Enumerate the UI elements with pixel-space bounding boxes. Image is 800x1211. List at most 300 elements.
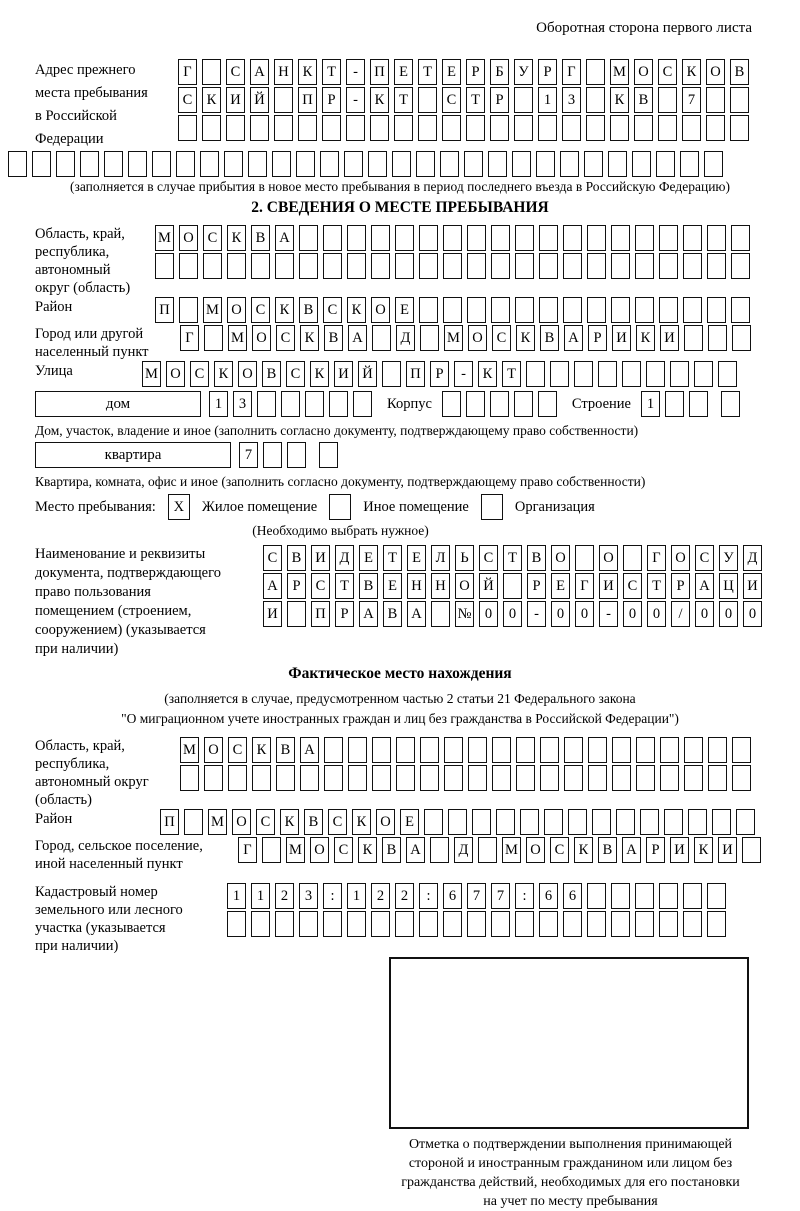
char-cell: Й xyxy=(250,87,269,113)
char-cell xyxy=(281,391,300,417)
char-cell xyxy=(704,151,723,177)
char-cell xyxy=(587,911,606,937)
char-cell: С xyxy=(323,297,342,323)
char-cell: 6 xyxy=(443,883,462,909)
char-cell: Н xyxy=(274,59,293,85)
char-cell: Т xyxy=(503,545,522,571)
document-row-2 xyxy=(263,573,767,599)
stroenie-cells xyxy=(641,391,713,417)
actual-district-label: Район xyxy=(35,811,73,827)
char-cell: В xyxy=(324,325,343,351)
char-cell xyxy=(684,765,703,791)
char-cell xyxy=(611,225,630,251)
city-label: Город или другой населенный пункт xyxy=(35,326,149,360)
char-cell xyxy=(587,253,606,279)
char-cell: Н xyxy=(431,573,450,599)
char-cell: 1 xyxy=(227,883,246,909)
char-cell xyxy=(568,809,587,835)
char-cell: С xyxy=(623,573,642,599)
char-cell xyxy=(394,115,413,141)
char-cell xyxy=(660,765,679,791)
char-cell: А xyxy=(695,573,714,599)
char-cell xyxy=(658,115,677,141)
char-cell xyxy=(587,225,606,251)
char-cell xyxy=(368,151,387,177)
char-cell: 0 xyxy=(719,601,738,627)
char-cell xyxy=(683,225,702,251)
char-cell xyxy=(646,361,665,387)
char-cell: Б xyxy=(490,59,509,85)
char-cell: К xyxy=(352,809,371,835)
char-cell xyxy=(712,809,731,835)
char-cell xyxy=(467,225,486,251)
prev-address-block xyxy=(8,59,792,151)
char-cell xyxy=(688,809,707,835)
char-cell xyxy=(707,297,726,323)
char-cell: В xyxy=(730,59,749,85)
char-cell: А xyxy=(622,837,641,863)
char-cell xyxy=(344,151,363,177)
char-cell: П xyxy=(298,87,317,113)
char-cell: 0 xyxy=(623,601,642,627)
char-cell: О xyxy=(551,545,570,571)
actual-region-label: Область, край, республика, автономный округ (область) xyxy=(35,738,149,808)
char-cell xyxy=(478,837,497,863)
char-cell: С xyxy=(550,837,569,863)
char-cell xyxy=(56,151,75,177)
cadastral-row-2 xyxy=(227,911,731,937)
char-cell: Н xyxy=(407,573,426,599)
char-cell: Т xyxy=(418,59,437,85)
char-cell xyxy=(659,297,678,323)
char-cell: П xyxy=(311,601,330,627)
document-block xyxy=(8,545,792,659)
char-cell: О xyxy=(232,809,251,835)
char-cell xyxy=(275,911,294,937)
char-cell xyxy=(694,361,713,387)
char-cell xyxy=(708,765,727,791)
char-cell: 1 xyxy=(641,391,660,417)
region-label: Область, край, республика, автономный округ (область) xyxy=(35,226,131,296)
cadastral-row-1 xyxy=(227,883,731,909)
region-row-1 xyxy=(155,225,755,251)
char-cell: 2 xyxy=(275,883,294,909)
char-cell: А xyxy=(250,59,269,85)
char-cell: 3 xyxy=(562,87,581,113)
house-number-cells xyxy=(209,391,377,417)
char-cell xyxy=(276,765,295,791)
char-cell: 1 xyxy=(347,883,366,909)
char-cell xyxy=(179,297,198,323)
char-cell: О xyxy=(227,297,246,323)
char-cell xyxy=(392,151,411,177)
char-cell xyxy=(467,911,486,937)
char-cell: К xyxy=(275,297,294,323)
char-cell: Д xyxy=(335,545,354,571)
char-cell xyxy=(472,809,491,835)
char-cell xyxy=(689,391,708,417)
char-cell xyxy=(732,737,751,763)
char-cell xyxy=(370,115,389,141)
char-cell xyxy=(418,115,437,141)
char-cell: М xyxy=(228,325,247,351)
actual-region-block xyxy=(8,737,792,809)
char-cell xyxy=(202,59,221,85)
actual-region-row-1 xyxy=(180,737,756,763)
stamp-caption: Отметка о подтверждении выполнения принимающей стороной и иностранным гражданином или лицом без гражданства действий, необходимых для его постановки на учет по месту пребывания xyxy=(401,1137,740,1209)
char-cell: И xyxy=(743,573,762,599)
char-cell xyxy=(324,765,343,791)
actual-location-title: Фактическое место нахождения xyxy=(288,665,512,682)
char-cell: О xyxy=(671,545,690,571)
prev-address-label: Адрес прежнего места пребывания в Российской Федерации xyxy=(35,62,148,147)
char-cell xyxy=(257,391,276,417)
char-cell: О xyxy=(455,573,474,599)
char-cell xyxy=(80,151,99,177)
char-cell: 6 xyxy=(539,883,558,909)
char-cell xyxy=(526,361,545,387)
char-cell xyxy=(730,115,749,141)
char-cell: М xyxy=(180,737,199,763)
char-cell xyxy=(635,225,654,251)
char-cell xyxy=(491,297,510,323)
char-cell: М xyxy=(203,297,222,323)
char-cell xyxy=(382,361,401,387)
char-cell xyxy=(611,883,630,909)
stamp-box xyxy=(389,957,749,1129)
char-cell xyxy=(612,737,631,763)
char-cell: - xyxy=(346,59,365,85)
char-cell: С xyxy=(228,737,247,763)
char-cell: О xyxy=(238,361,257,387)
char-cell: О xyxy=(204,737,223,763)
char-cell xyxy=(683,253,702,279)
char-cell: М xyxy=(208,809,227,835)
char-cell xyxy=(635,911,654,937)
char-cell xyxy=(420,325,439,351)
char-cell xyxy=(634,115,653,141)
char-cell: Т xyxy=(394,87,413,113)
char-cell: Т xyxy=(502,361,521,387)
char-cell xyxy=(520,809,539,835)
char-cell xyxy=(179,253,198,279)
actual-city-label: Город, сельское поселение, иной населенный пункт xyxy=(35,838,203,872)
apartment-label-box: квартира xyxy=(35,442,231,468)
char-cell xyxy=(514,391,533,417)
section2-title: 2. СВЕДЕНИЯ О МЕСТЕ ПРЕБЫВАНИЯ xyxy=(251,199,549,216)
cadastral-block xyxy=(8,883,792,955)
char-cell xyxy=(467,253,486,279)
char-cell: С xyxy=(251,297,270,323)
char-cell xyxy=(708,325,727,351)
char-cell: Е xyxy=(400,809,419,835)
char-cell xyxy=(419,253,438,279)
char-cell xyxy=(574,361,593,387)
char-cell xyxy=(707,253,726,279)
char-cell xyxy=(516,765,535,791)
char-cell xyxy=(658,87,677,113)
stay-option-other-checkbox xyxy=(329,494,351,520)
char-cell: - xyxy=(599,601,618,627)
char-cell: М xyxy=(610,59,629,85)
char-cell: 3 xyxy=(233,391,252,417)
char-cell: К xyxy=(370,87,389,113)
char-cell xyxy=(563,297,582,323)
char-cell xyxy=(32,151,51,177)
char-cell xyxy=(659,225,678,251)
char-cell xyxy=(348,737,367,763)
char-cell: К xyxy=(347,297,366,323)
char-cell: - xyxy=(454,361,473,387)
char-cell xyxy=(515,297,534,323)
char-cell: К xyxy=(300,325,319,351)
char-cell xyxy=(419,225,438,251)
char-cell xyxy=(420,737,439,763)
char-cell xyxy=(682,115,701,141)
char-cell xyxy=(611,297,630,323)
char-cell: Р xyxy=(335,601,354,627)
char-cell xyxy=(721,391,740,417)
char-cell xyxy=(418,87,437,113)
char-cell xyxy=(598,361,617,387)
char-cell: У xyxy=(514,59,533,85)
char-cell: О xyxy=(252,325,271,351)
char-cell: В xyxy=(527,545,546,571)
char-cell xyxy=(323,911,342,937)
char-cell xyxy=(706,115,725,141)
char-cell: К xyxy=(252,737,271,763)
actual-city-row xyxy=(238,837,766,863)
char-cell xyxy=(708,737,727,763)
char-cell xyxy=(562,115,581,141)
char-cell xyxy=(539,225,558,251)
char-cell: И xyxy=(311,545,330,571)
char-cell xyxy=(622,361,641,387)
char-cell xyxy=(200,151,219,177)
char-cell xyxy=(515,225,534,251)
char-cell: И xyxy=(334,361,353,387)
char-cell xyxy=(516,737,535,763)
char-cell xyxy=(659,253,678,279)
char-cell xyxy=(416,151,435,177)
char-cell xyxy=(490,391,509,417)
char-cell xyxy=(468,737,487,763)
char-cell: С xyxy=(492,325,511,351)
char-cell: С xyxy=(178,87,197,113)
prev-address-row-3 xyxy=(178,115,754,141)
char-cell xyxy=(420,765,439,791)
char-cell xyxy=(320,151,339,177)
char-cell xyxy=(538,115,557,141)
char-cell xyxy=(104,151,123,177)
house-label-box: дом xyxy=(35,391,201,417)
city-block xyxy=(8,325,792,361)
char-cell: Р xyxy=(490,87,509,113)
district-row xyxy=(155,297,755,323)
char-cell xyxy=(324,737,343,763)
char-cell: Р xyxy=(322,87,341,113)
char-cell: В xyxy=(359,573,378,599)
char-cell xyxy=(730,87,749,113)
char-cell xyxy=(305,391,324,417)
char-cell xyxy=(612,765,631,791)
char-cell xyxy=(299,253,318,279)
char-cell xyxy=(184,809,203,835)
char-cell xyxy=(488,151,507,177)
char-cell: Р xyxy=(527,573,546,599)
char-cell: Е xyxy=(395,297,414,323)
char-cell xyxy=(515,253,534,279)
char-cell xyxy=(275,253,294,279)
char-cell xyxy=(588,737,607,763)
char-cell: К xyxy=(682,59,701,85)
char-cell: М xyxy=(502,837,521,863)
char-cell xyxy=(430,837,449,863)
char-cell xyxy=(347,253,366,279)
char-cell xyxy=(176,151,195,177)
char-cell xyxy=(584,151,603,177)
char-cell: К xyxy=(516,325,535,351)
char-cell: 1 xyxy=(209,391,228,417)
char-cell xyxy=(684,737,703,763)
char-cell: : xyxy=(515,883,534,909)
char-cell xyxy=(180,765,199,791)
city-row xyxy=(180,325,756,351)
char-cell xyxy=(419,297,438,323)
document-row-1 xyxy=(263,545,767,571)
char-cell xyxy=(152,151,171,177)
char-cell: А xyxy=(275,225,294,251)
char-cell xyxy=(683,297,702,323)
apartment-extra-cell xyxy=(319,442,343,468)
char-cell: С xyxy=(334,837,353,863)
char-cell: Л xyxy=(431,545,450,571)
char-cell: С xyxy=(190,361,209,387)
char-cell xyxy=(616,809,635,835)
char-cell: Д xyxy=(454,837,473,863)
house-extra-cell xyxy=(721,391,745,417)
street-block xyxy=(8,361,792,389)
char-cell xyxy=(248,151,267,177)
char-cell xyxy=(348,765,367,791)
char-cell: 0 xyxy=(743,601,762,627)
cadastral-label: Кадастровый номер земельного или лесного участка (указывается при наличии) xyxy=(35,884,183,954)
stay-type-row xyxy=(35,494,792,520)
stay-type-label: Место пребывания: xyxy=(35,498,156,515)
char-cell: А xyxy=(407,601,426,627)
char-cell: 2 xyxy=(395,883,414,909)
char-cell xyxy=(424,809,443,835)
actual-district-row xyxy=(160,809,760,835)
char-cell xyxy=(8,151,27,177)
char-cell xyxy=(395,253,414,279)
char-cell: О xyxy=(526,837,545,863)
char-cell: Р xyxy=(430,361,449,387)
char-cell xyxy=(491,225,510,251)
char-cell xyxy=(707,911,726,937)
region-block xyxy=(8,225,792,297)
house-note: Дом, участок, владение и иное (заполнить согласно документу, подтверждающему право собственности) xyxy=(35,423,639,438)
char-cell: Д xyxy=(743,545,762,571)
char-cell: Е xyxy=(407,545,426,571)
char-cell: С xyxy=(256,809,275,835)
char-cell xyxy=(664,809,683,835)
char-cell: 6 xyxy=(563,883,582,909)
char-cell: С xyxy=(311,573,330,599)
char-cell xyxy=(608,151,627,177)
char-cell xyxy=(347,911,366,937)
char-cell xyxy=(656,151,675,177)
char-cell xyxy=(466,115,485,141)
char-cell xyxy=(431,601,450,627)
char-cell xyxy=(635,253,654,279)
char-cell xyxy=(329,391,348,417)
char-cell xyxy=(539,253,558,279)
char-cell: П xyxy=(155,297,174,323)
char-cell xyxy=(203,253,222,279)
street-label: Улица xyxy=(35,363,73,379)
char-cell xyxy=(224,151,243,177)
char-cell xyxy=(635,883,654,909)
char-cell: С xyxy=(328,809,347,835)
prev-address-row-2 xyxy=(178,87,754,113)
apartment-note: Квартира, комната, офис и иное (заполнить согласно документу, подтверждающему право собственности) xyxy=(35,474,646,489)
char-cell: С xyxy=(479,545,498,571)
char-cell: К xyxy=(636,325,655,351)
char-cell: О xyxy=(166,361,185,387)
char-cell xyxy=(731,225,750,251)
korpus-cells xyxy=(442,391,562,417)
char-cell xyxy=(372,737,391,763)
char-cell: И xyxy=(612,325,631,351)
char-cell xyxy=(564,737,583,763)
char-cell: С xyxy=(286,361,305,387)
char-cell: О xyxy=(179,225,198,251)
char-cell xyxy=(323,253,342,279)
char-cell xyxy=(372,325,391,351)
char-cell xyxy=(319,442,338,468)
char-cell: К xyxy=(214,361,233,387)
street-row xyxy=(142,361,742,387)
char-cell: Т xyxy=(335,573,354,599)
char-cell: Г xyxy=(180,325,199,351)
char-cell xyxy=(274,87,293,113)
char-cell: № xyxy=(455,601,474,627)
char-cell xyxy=(252,765,271,791)
actual-location-note: (заполняется в случае, предусмотренном частью 2 статьи 21 Федерального закона "О миграционном учете иностранных граждан и лиц без гражданства в Российской Федерации") xyxy=(121,691,679,726)
char-cell xyxy=(444,765,463,791)
char-cell: А xyxy=(263,573,282,599)
char-cell xyxy=(610,115,629,141)
char-cell: Р xyxy=(671,573,690,599)
char-cell: П xyxy=(160,809,179,835)
char-cell xyxy=(732,325,751,351)
char-cell xyxy=(395,225,414,251)
char-cell xyxy=(491,253,510,279)
char-cell: Е xyxy=(442,59,461,85)
char-cell xyxy=(287,601,306,627)
char-cell xyxy=(371,911,390,937)
char-cell xyxy=(587,883,606,909)
stroenie-label: Строение xyxy=(571,396,631,412)
char-cell: - xyxy=(527,601,546,627)
char-cell: В xyxy=(540,325,559,351)
char-cell xyxy=(536,151,555,177)
char-cell: К xyxy=(227,225,246,251)
page-header-note: Оборотная сторона первого листа xyxy=(536,20,752,36)
char-cell xyxy=(563,253,582,279)
char-cell xyxy=(575,545,594,571)
